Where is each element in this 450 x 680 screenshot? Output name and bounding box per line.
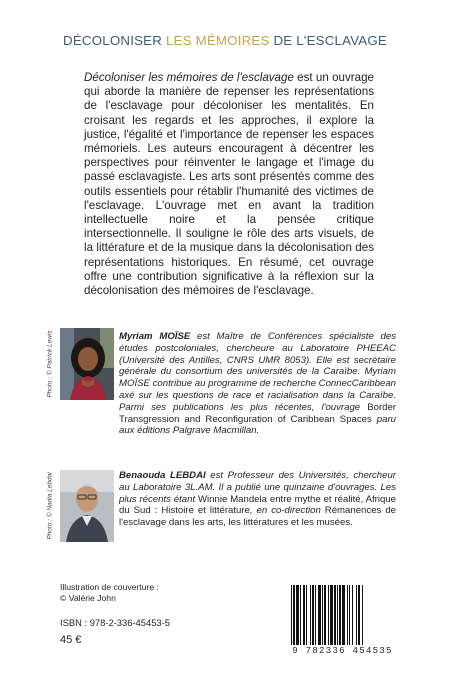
cover-illustration-credit: Illustration de couverture : © Valérie John bbox=[60, 582, 159, 603]
author-name-2: Benaouda LEBDAI bbox=[119, 470, 206, 481]
barcode-number: 9 782336 454535 bbox=[292, 646, 393, 656]
author-bio-2: Benaouda LEBDAI est Professeur des Universités, chercheur au Laboratoire 3L.AM. Il a publié une quinzaine d'ouvrages. Les plus récents étant Winnie Mandela entre mythe et réalité, Afrique du Sud : Histoire et littérature, en co-direction Rémanences de l'esclavage dans les arts, les littératures et les musées. bbox=[119, 470, 396, 529]
author-photo-1 bbox=[60, 328, 114, 400]
barcode bbox=[289, 585, 396, 647]
photo-credit-2: Photo : © Nadia Lebdai bbox=[46, 472, 54, 540]
isbn: ISBN : 978-2-336-45453-5 bbox=[60, 617, 170, 628]
author-name-1: Myriam MOÏSE bbox=[119, 331, 191, 342]
title-part-3: DE L'ESCLAVAGE bbox=[269, 33, 387, 48]
photo-credit-1: Photo : © Patrick Lewis bbox=[46, 330, 54, 398]
summary-text: est un ouvrage qui aborde la manière de repenser les représentations de l'esclavage pour décoloniser les mentalités. En croisant les regards et les approches, il explore la justice, l'égalité et l'importance de repenser les espaces mémoriels. Les auteurs encouragent à décentrer les perspectives pour réinventer le langage et l'image du passé esclavagiste. Les arts sont présentés comme des outils essentiels pour rétablir l'humanité des victimes de l'esclavage. L'ouvrage met en avant la tradition intellectuelle noire et la pensée critique intersectionnelle. Il souligne le rôle des arts visuels, de la littérature et de la musique dans la décolonisation des représentations historiques. En résumé, cet ouvrage offre une contribution significative à la réflexion sur la décolonisation des mémoires de l'esclavage. bbox=[84, 71, 374, 298]
back-cover-summary bbox=[84, 71, 374, 298]
title-part-1: DÉCOLONISER bbox=[63, 33, 166, 48]
summary-book-title: Décoloniser les mémoires de l'esclavage bbox=[84, 71, 294, 84]
author-photo-2 bbox=[60, 470, 114, 542]
book-title bbox=[0, 33, 450, 48]
author-bio-1: Myriam MOÏSE est Maître de Conférences spécialiste des études postcoloniales, chercheure au Laboratoire PHEEAC (Université des Antilles, CNRS UMR 8053). Elle est secrétaire générale du consortium des universités de la Caraïbe. Myriam MOÏSE contribue au programme de recherche ConnecCaribbean axé sur les questions de race et racialisation dans la Caraïbe. Parmi ses publications les plus récentes, l'ouvrage Border Transgression and Reconfiguration of Caribbean Spaces paru aux éditions Palgrave Macmillan. bbox=[119, 331, 396, 437]
title-part-2: LES MÉMOIRES bbox=[165, 33, 270, 48]
price: 45 € bbox=[60, 634, 82, 646]
